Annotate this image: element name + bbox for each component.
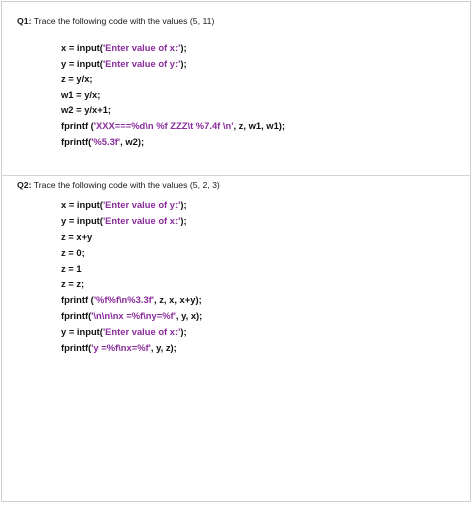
string-literal: 'Enter value of y:' bbox=[102, 57, 181, 69]
string-literal: 'Enter value of y:' bbox=[102, 199, 181, 210]
code-token: ); bbox=[180, 326, 187, 338]
code-line bbox=[61, 292, 202, 308]
q2-code-block bbox=[61, 197, 202, 356]
code-line bbox=[61, 308, 202, 324]
code-token: z = y/x; bbox=[61, 73, 93, 85]
q1-heading bbox=[17, 16, 214, 26]
code-token: w1 = y/x; bbox=[61, 88, 101, 100]
code-token: ); bbox=[180, 214, 187, 226]
string-literal: 'Enter value of x:' bbox=[102, 42, 181, 53]
string-literal: '\n\n\nx =%f\ny=%f' bbox=[91, 310, 176, 322]
string-literal: 'Enter value of x:' bbox=[102, 326, 181, 338]
code-token: , z, w1, w1); bbox=[233, 119, 286, 131]
code-line bbox=[61, 118, 285, 134]
q2-heading bbox=[17, 180, 220, 190]
code-token: x = input( bbox=[61, 199, 103, 210]
string-literal: 'XXX===%d\n %f ZZZ\t %7.4f \n' bbox=[93, 119, 234, 131]
code-line bbox=[61, 40, 285, 56]
code-token: ); bbox=[180, 199, 187, 210]
code-token: , w2); bbox=[120, 135, 145, 147]
code-line bbox=[61, 213, 202, 229]
q1-prompt: Trace the following code with the values (5, 11) bbox=[33, 16, 215, 26]
code-token: , y, x); bbox=[175, 310, 203, 322]
code-token: z = x+y bbox=[61, 230, 93, 242]
code-line bbox=[61, 245, 202, 261]
code-token: y = input( bbox=[61, 57, 103, 69]
code-token: , z, x, x+y); bbox=[154, 294, 202, 306]
code-token: fprintf ( bbox=[61, 294, 94, 306]
code-token: w2 = y/x+1; bbox=[61, 104, 112, 116]
q2-label: Q2: bbox=[17, 180, 32, 190]
code-token: x = input( bbox=[61, 42, 103, 53]
code-token: y = input( bbox=[61, 326, 103, 338]
code-line bbox=[61, 56, 285, 72]
code-token: fprintf( bbox=[61, 342, 92, 354]
code-line bbox=[61, 71, 285, 87]
code-line bbox=[61, 340, 202, 356]
code-line bbox=[61, 87, 285, 103]
code-line bbox=[61, 229, 202, 245]
string-literal: '%5.3f' bbox=[91, 135, 121, 147]
q1-code-block bbox=[61, 40, 285, 149]
q1-label: Q1: bbox=[17, 16, 32, 26]
code-token: y = input( bbox=[61, 214, 103, 226]
code-token: ); bbox=[180, 57, 187, 69]
code-token: z = 1 bbox=[61, 262, 82, 274]
section-divider bbox=[1, 175, 471, 176]
code-line bbox=[61, 134, 285, 150]
code-line bbox=[61, 102, 285, 118]
code-line bbox=[61, 261, 202, 277]
code-token: z = z; bbox=[61, 278, 85, 290]
string-literal: 'Enter value of x:' bbox=[102, 214, 181, 226]
code-token: z = 0; bbox=[61, 246, 85, 258]
code-line bbox=[61, 197, 202, 213]
code-line bbox=[61, 324, 202, 340]
string-literal: 'y =%f\nx=%f' bbox=[91, 342, 151, 354]
code-token: ); bbox=[180, 42, 187, 53]
string-literal: '%f%f\n%3.3f' bbox=[93, 294, 155, 306]
code-token: fprintf( bbox=[61, 135, 92, 147]
code-token: fprintf ( bbox=[61, 119, 94, 131]
code-line bbox=[61, 276, 202, 292]
code-token: , y, z); bbox=[150, 342, 177, 354]
code-token: fprintf( bbox=[61, 310, 92, 322]
q2-prompt: Trace the following code with the values (5, 2, 3) bbox=[33, 180, 220, 190]
